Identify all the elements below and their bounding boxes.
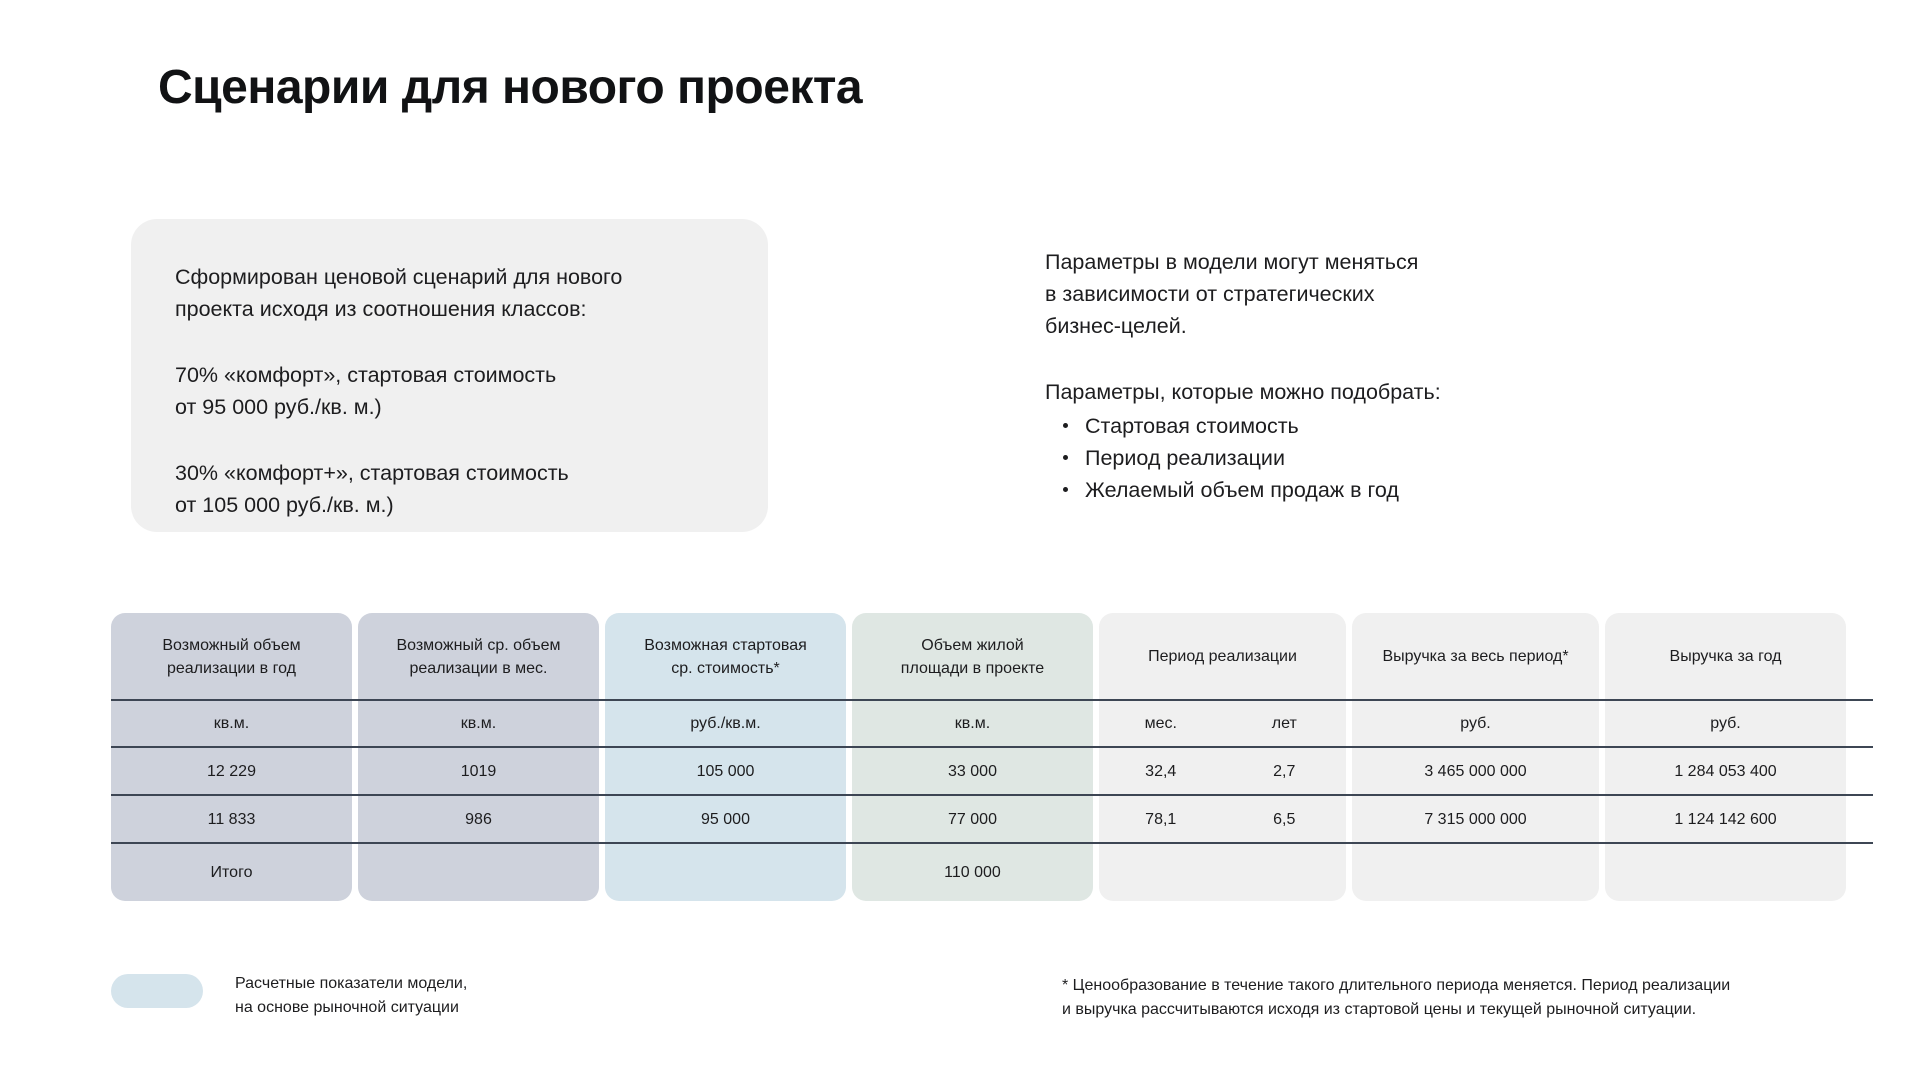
parameters-text-block [1045, 246, 1605, 506]
column-header-line-2: ср. стоимость* [671, 659, 780, 677]
table-column-background-volume-year [111, 613, 352, 901]
list-item [1045, 410, 1605, 442]
parameters-intro-line-2: в зависимости от стратегических [1045, 282, 1375, 306]
table-cell-months: 78,1 [1145, 810, 1177, 828]
scenario-intro-paragraph [175, 261, 724, 325]
column-unit: кв.м. [460, 715, 497, 732]
bullet-dot-icon [1063, 423, 1068, 428]
table-cell: 1 124 142 600 [1674, 810, 1777, 828]
scenario-comfort-line-2: от 95 000 руб./кв. м.) [175, 395, 382, 419]
table-cell: 7 315 000 000 [1424, 810, 1527, 828]
table-column-backgrounds [111, 613, 1854, 901]
column-unit-years: лет [1271, 715, 1297, 732]
table-cell-total-value: 110 000 [944, 863, 1001, 881]
table-column-background-revenue-total [1352, 613, 1599, 901]
table-cell-years: 2,7 [1273, 762, 1296, 780]
column-header-line-2: реализации в мес. [409, 659, 548, 677]
column-header-line-1: Выручка за год [1669, 648, 1782, 665]
table-column-background-volume-month [358, 613, 599, 901]
parameters-intro-line-3: бизнес-целей. [1045, 314, 1187, 338]
legend [111, 972, 467, 1020]
scenario-intro-line-1: Сформирован ценовой сценарий для нового [175, 265, 623, 289]
bullet-label: Желаемый объем продаж в год [1085, 478, 1399, 502]
legend-swatch-icon [111, 974, 203, 1008]
footnote [1062, 974, 1730, 1022]
scenario-intro-line-2: проекта исходя из соотношения классов: [175, 297, 587, 321]
table-rule-under-units [111, 746, 1873, 748]
page-title: Сценарии для нового проекта [158, 61, 863, 114]
column-unit: кв.м. [213, 715, 250, 732]
scenario-comfort-paragraph [175, 359, 724, 423]
table-cell-months: 32,4 [1145, 762, 1177, 780]
scenario-comfort-plus-line-1: 30% «комфорт+», стартовая стоимость [175, 461, 569, 485]
table-rule-under-row-1 [111, 794, 1873, 796]
footnote-line-2: и выручка рассчитываются исходя из стартовой цены и текущей рыночной ситуации. [1062, 1001, 1697, 1018]
parameters-intro-paragraph [1045, 246, 1605, 342]
table-cell-total-label: Итого [210, 863, 253, 881]
list-item [1045, 474, 1605, 506]
column-unit: кв.м. [954, 715, 991, 732]
table-cell: 1 284 053 400 [1674, 762, 1777, 780]
column-header-line-1: Период реализации [1148, 648, 1297, 665]
parameters-bullet-list [1045, 410, 1605, 506]
column-header-line-1: Возможная стартовая [644, 636, 807, 654]
table-cell: 33 000 [948, 762, 997, 780]
table-column-background-start-price [605, 613, 846, 901]
legend-label [235, 972, 467, 1020]
legend-label-line-1: Расчетные показатели модели, [235, 975, 468, 992]
column-header-line-2: площади в проекте [900, 659, 1045, 677]
table-rule-under-header [111, 699, 1873, 701]
legend-label-line-2: на основе рыночной ситуации [235, 999, 459, 1016]
column-header-line-1: Выручка за весь период* [1382, 648, 1569, 665]
column-header-line-1: Возможный объем [162, 636, 301, 654]
table-cell: 3 465 000 000 [1424, 762, 1527, 780]
parameters-list-heading [1045, 376, 1605, 408]
bullet-dot-icon [1063, 455, 1068, 460]
column-header-line-1: Возможный ср. объем [396, 636, 561, 654]
footnote-line-1: * Ценообразование в течение такого длительного периода меняется. Период реализации [1062, 977, 1731, 994]
column-unit: руб. [1460, 715, 1491, 732]
column-header-line-2: реализации в год [166, 659, 296, 677]
table-cell: 986 [465, 810, 492, 828]
table-cell-years: 6,5 [1273, 810, 1296, 828]
table-column-background-revenue-year [1605, 613, 1846, 901]
bullet-dot-icon [1063, 487, 1068, 492]
table-cell: 105 000 [696, 762, 755, 780]
pricing-scenario-card [131, 219, 768, 532]
table-cell: 1019 [460, 762, 497, 780]
parameters-list-heading-text: Параметры, которые можно подобрать: [1045, 380, 1441, 404]
scenario-comfort-line-1: 70% «комфорт», стартовая стоимость [175, 363, 557, 387]
table-cell: 77 000 [948, 810, 997, 828]
table-cell: 95 000 [701, 810, 750, 828]
bullet-label: Период реализации [1085, 446, 1285, 470]
column-header-line-1: Объем жилой [921, 636, 1024, 654]
column-unit: руб. [1710, 715, 1741, 732]
column-unit-months: мес. [1144, 715, 1177, 732]
table-column-background-living-area [852, 613, 1093, 901]
scenario-comfort-plus-line-2: от 105 000 руб./кв. м.) [175, 493, 394, 517]
column-unit: руб./кв.м. [690, 715, 761, 732]
scenario-table [111, 613, 1854, 901]
table-rule-under-row-2 [111, 842, 1873, 844]
list-item [1045, 442, 1605, 474]
bullet-label: Стартовая стоимость [1085, 414, 1299, 438]
table-column-background-period [1099, 613, 1346, 901]
table-cell: 11 833 [207, 810, 256, 828]
table-cell: 12 229 [207, 762, 256, 780]
parameters-intro-line-1: Параметры в модели могут меняться [1045, 250, 1419, 274]
scenario-comfort-plus-paragraph [175, 457, 724, 521]
